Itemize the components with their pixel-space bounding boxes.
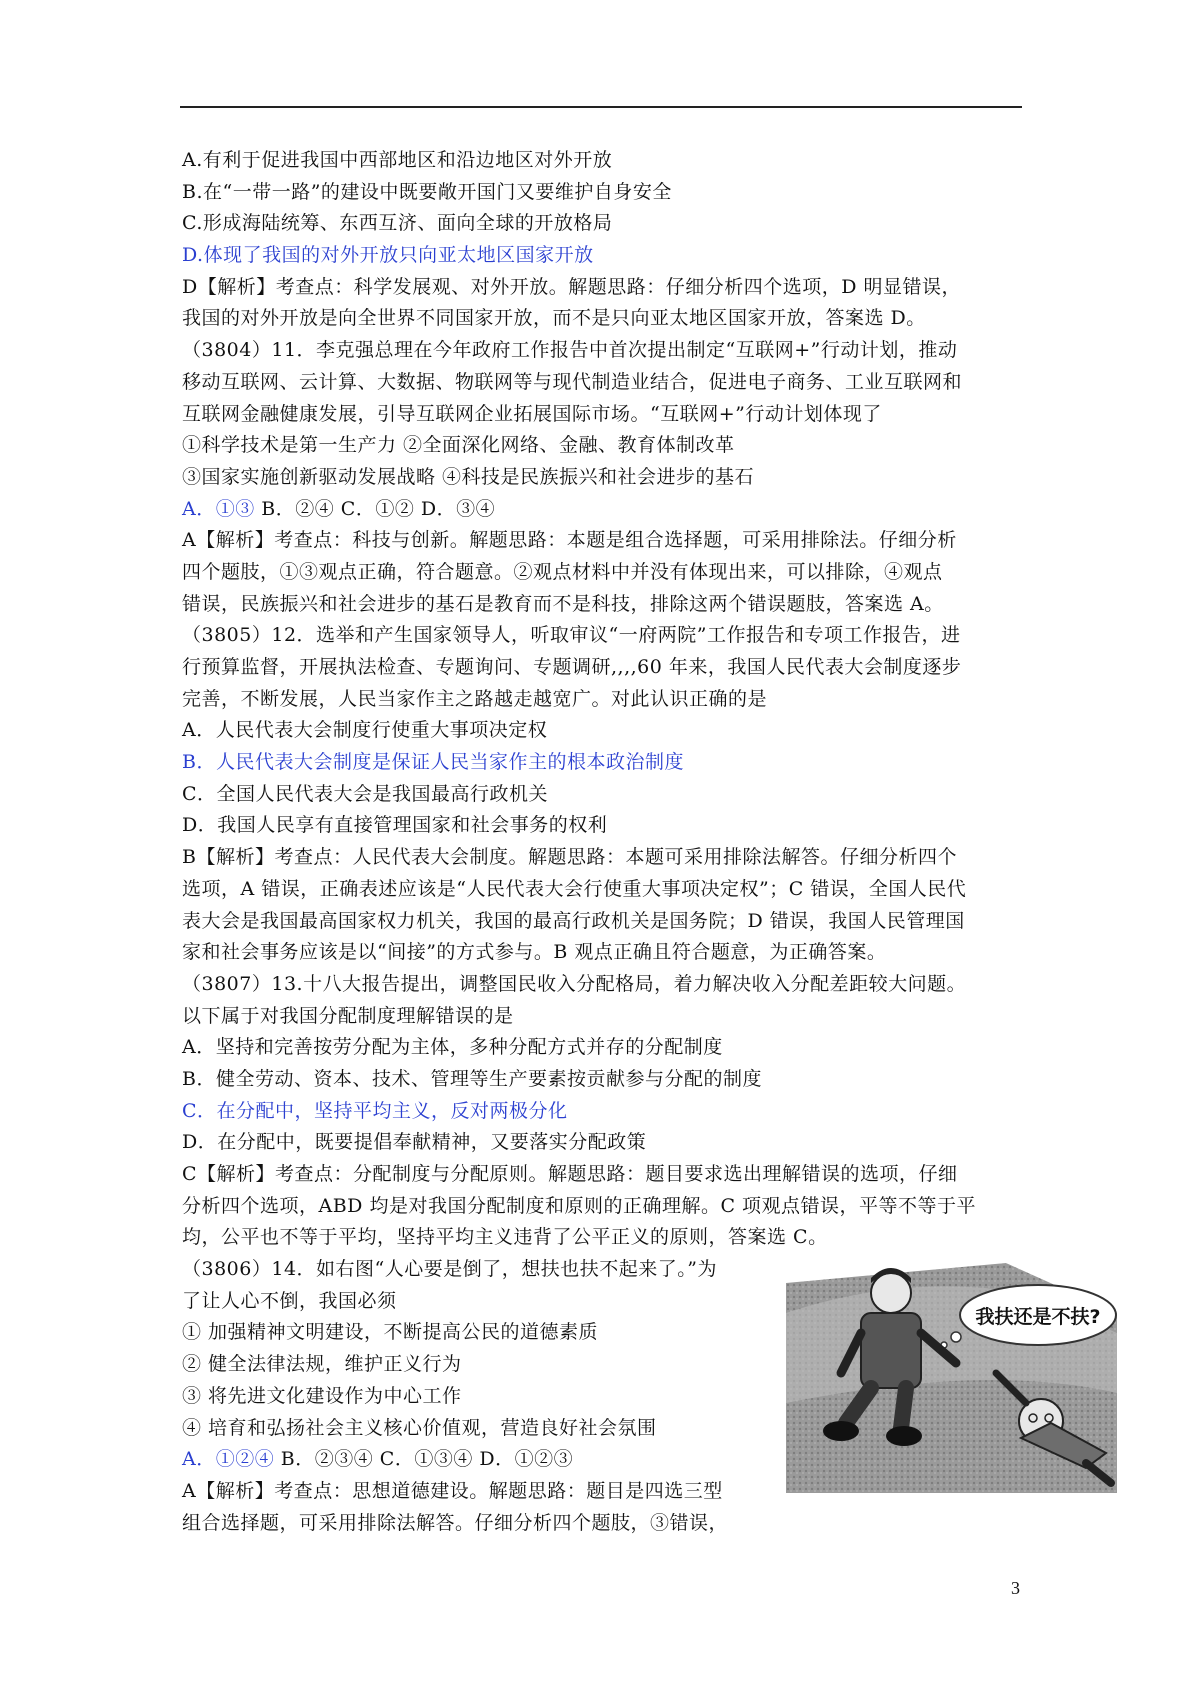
line-text: 互联网金融健康发展，引导互联网企业拓展国际市场。“互联网+”行动计划体现了 (182, 402, 882, 425)
line-text: 均，公平也不等于平均，坚持平均主义违背了公平正义的原则，答案选 C。 (182, 1226, 828, 1249)
line-text: （3804）11．李克强总理在今年政府工作报告中首次提出制定“互联网+”行动计划，推动 (182, 339, 958, 362)
line-text: 错误，民族振兴和社会进步的基石是教育而不是科技，排除这两个错误题肢，答案选 A。 (182, 592, 944, 615)
text-line (182, 208, 1022, 240)
line-text: B．健全劳动、资本、技术、管理等生产要素按贡献参与分配的制度 (182, 1067, 762, 1090)
line-text: ③国家实施创新驱动发展战略 ④科技是民族振兴和社会进步的基石 (182, 465, 755, 488)
highlighted-answer: C．在分配中，坚持平均主义，反对两极分化 (182, 1099, 568, 1122)
text-line (182, 969, 1022, 1001)
text-line (182, 842, 1022, 874)
line-text: C．全国人民代表大会是我国最高行政机关 (182, 782, 549, 805)
highlighted-answer: A．①②④ (182, 1448, 275, 1471)
line-text: C.形成海陆统筹、东西互济、面向全球的开放格局 (182, 212, 613, 235)
text-line (182, 810, 1022, 842)
highlighted-answer: A．①③ (182, 497, 255, 520)
line-text: 完善，不断发展，人民当家作主之路越走越宽广。对此认识正确的是 (182, 687, 768, 710)
line-text: 组合选择题，可采用排除法解答。仔细分析四个题肢，③错误， (182, 1511, 729, 1534)
text-line (182, 272, 1022, 304)
text-line (182, 589, 1022, 621)
line-text: （3807）13.十八大报告提出，调整国民收入分配格局，着力解决收入分配差距较大问题。 (182, 972, 967, 995)
line-text: 四个题肢，①③观点正确，符合题意。②观点材料中并没有体现出来，可以排除，④观点 (182, 560, 943, 583)
text-line (182, 874, 1022, 906)
line-text: ③ 将先进文化建设作为中心工作 (182, 1384, 462, 1407)
line-text: （3805）12．选举和产生国家领导人，听取审议“一府两院”工作报告和专项工作报告，进 (182, 624, 961, 647)
text-line (182, 335, 1022, 367)
line-text: C【解析】考查点：分配制度与分配原则。解题思路：题目要求选出理解错误的选项，仔细 (182, 1163, 958, 1185)
highlighted-answer: B．人民代表大会制度是保证人民当家作主的根本政治制度 (182, 751, 684, 774)
text-line (182, 620, 1022, 652)
line-text: D【解析】考查点：科学发展观、对外开放。解题思路：仔细分析四个选项，D 明显错误， (182, 275, 962, 298)
line-text: （3806）14．如右图“人心要是倒了，想扶也扶不起来了。”为 (182, 1258, 717, 1281)
text-line (182, 1508, 1022, 1540)
text-line (182, 779, 1022, 811)
line-text: 移动互联网、云计算、大数据、物联网等与现代制造业结合，促进电子商务、工业互联网和 (182, 370, 963, 393)
text-line (182, 1127, 1022, 1159)
line-text: ① 加强精神文明建设，不断提高公民的道德素质 (182, 1321, 599, 1344)
text-line (182, 494, 1022, 526)
line-text: B.在“一带一路”的建设中既要敞开国门又要维护自身安全 (182, 180, 672, 203)
text-line (182, 557, 1022, 589)
line-text: ①科学技术是第一生产力 ②全面深化网络、金融、教育体制改革 (182, 434, 735, 457)
text-line (182, 747, 1022, 779)
line-text: 表大会是我国最高国家权力机关，我国的最高行政机关是国务院；D 错误，我国人民管理国 (182, 909, 965, 932)
text-line (182, 462, 1022, 494)
text-line (182, 367, 1022, 399)
speech-bubble-text: 我扶还是不扶? (975, 1306, 1101, 1328)
line-text: 选项，A 错误，正确表述应该是“人民代表大会行使重大事项决定权”；C 错误，全国人民代 (182, 877, 967, 900)
line-text: 我国的对外开放是向全世界不同国家开放，而不是只向亚太地区国家开放，答案选 D。 (182, 307, 926, 330)
text-line (182, 1001, 1022, 1033)
text-line (182, 1191, 1022, 1223)
line-text: ② 健全法律法规，维护正义行为 (182, 1353, 462, 1376)
line-text: 家和社会事务应该是以“间接”的方式参与。B 观点正确且符合题意，为正确答案。 (182, 941, 887, 964)
text-line (182, 1222, 1022, 1254)
text-line (182, 1159, 1022, 1191)
line-text: D．我国人民享有直接管理国家和社会事务的权利 (182, 814, 608, 837)
line-text-rest: B．②④ C．①② D．③④ (254, 497, 496, 520)
line-text: ④ 培育和弘扬社会主义核心价值观，营造良好社会氛围 (182, 1416, 657, 1439)
text-line (182, 1032, 1022, 1064)
line-text: A．坚持和完善按劳分配为主体，多种分配方式并存的分配制度 (182, 1036, 723, 1059)
text-line (182, 1096, 1022, 1128)
line-text: 分析四个选项，ABD 均是对我国分配制度和原则的正确理解。C 项观点错误，平等不等于平 (182, 1194, 977, 1217)
cartoon-image (786, 1253, 1117, 1493)
text-line (182, 1064, 1022, 1096)
line-text: A．人民代表大会制度行使重大事项决定权 (182, 719, 548, 742)
text-line (182, 906, 1022, 938)
text-line (182, 715, 1022, 747)
text-line (182, 177, 1022, 209)
line-text: A【解析】考查点：科技与创新。解题思路：本题是组合选择题，可采用排除法。仔细分析 (182, 529, 957, 552)
line-text-rest: B．②③④ C．①③④ D．①②③ (274, 1448, 574, 1471)
line-text: A【解析】考查点：思想道德建设。解题思路：题目是四选三型 (182, 1479, 723, 1502)
line-text: 了让人心不倒，我国必须 (182, 1289, 397, 1312)
line-text: B【解析】考查点：人民代表大会制度。解题思路：本题可采用排除法解答。仔细分析四个 (182, 846, 957, 869)
line-text: D．在分配中，既要提倡奉献精神，又要落实分配政策 (182, 1131, 647, 1154)
text-line (182, 240, 1022, 272)
line-text: 以下属于对我国分配制度理解错误的是 (182, 1004, 514, 1027)
text-line (182, 145, 1022, 177)
page-number: 3 (1011, 1578, 1020, 1598)
highlighted-answer: D.体现了我国的对外开放只向亚太地区国家开放 (182, 244, 594, 267)
text-line (182, 430, 1022, 462)
text-line (182, 684, 1022, 716)
text-line (182, 652, 1022, 684)
text-line (182, 937, 1022, 969)
header-rule (180, 106, 1022, 108)
line-text: 行预算监督，开展执法检查、专题询问、专题调研,,,,60 年来，我国人民代表大会制度逐步 (182, 656, 962, 678)
text-line (182, 525, 1022, 557)
text-line (182, 399, 1022, 431)
text-line (182, 303, 1022, 335)
line-text: A.有利于促进我国中西部地区和沿边地区对外开放 (182, 149, 613, 171)
